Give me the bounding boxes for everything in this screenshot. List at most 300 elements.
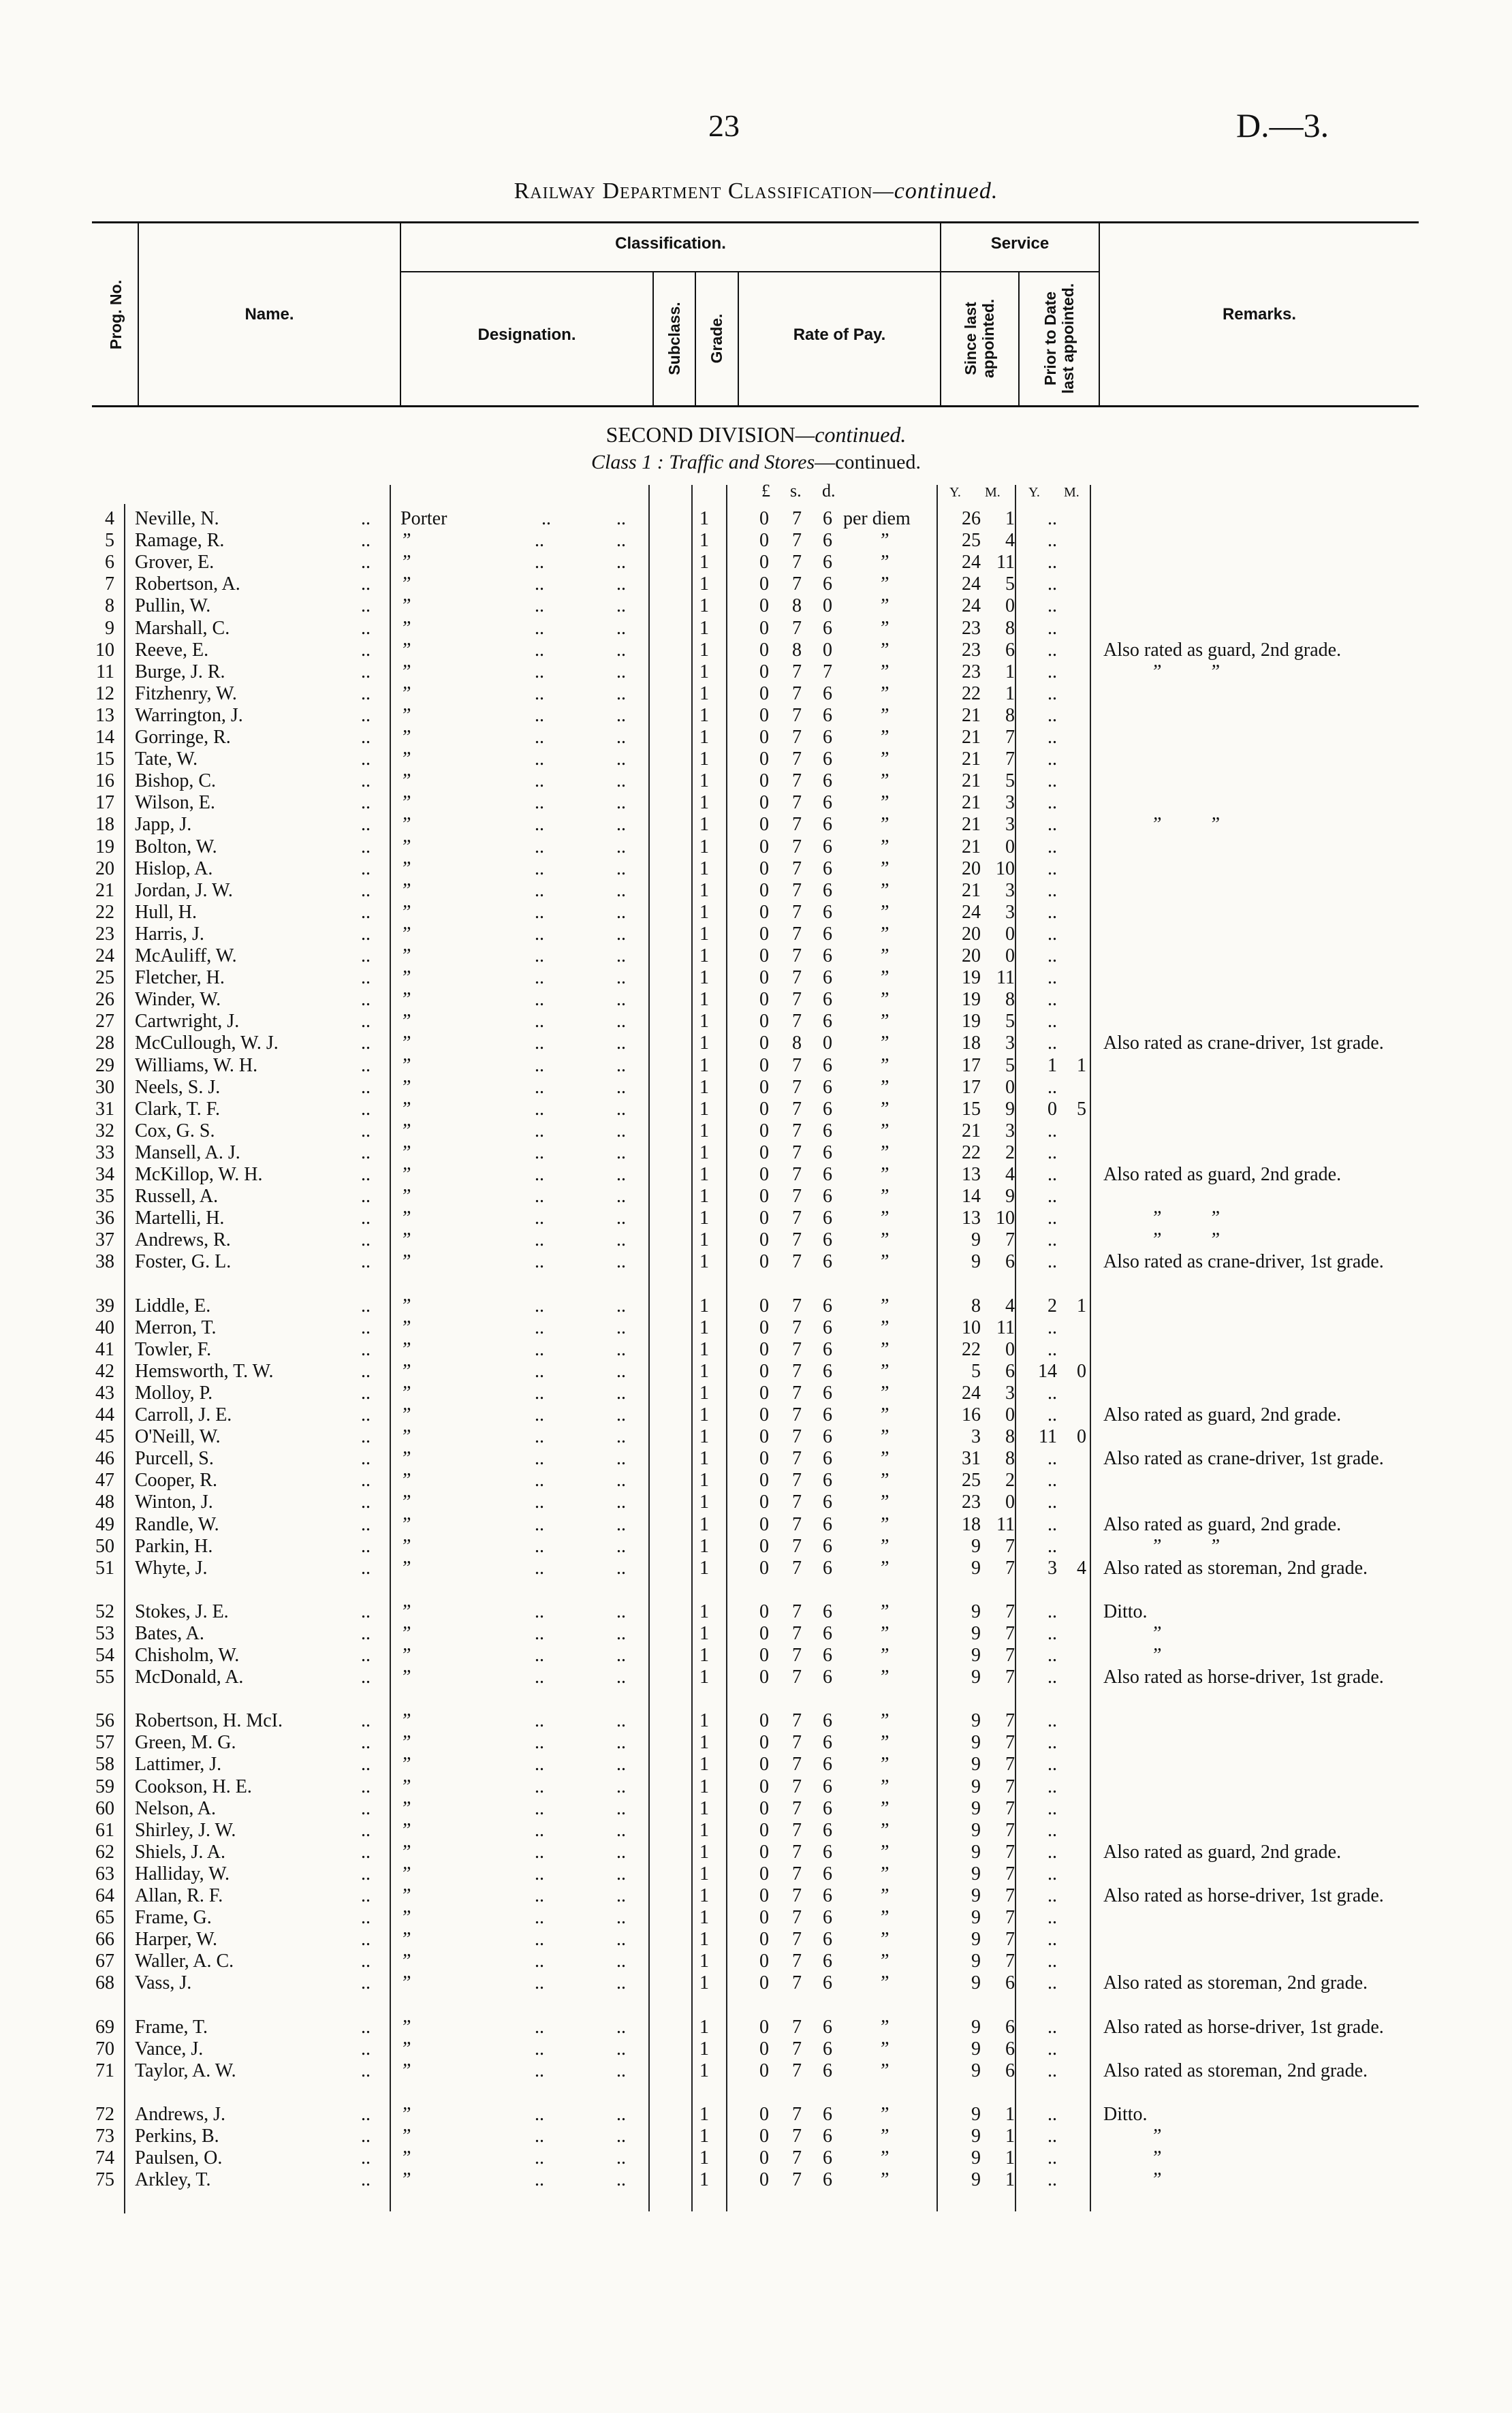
grade: 1 [699, 639, 709, 661]
leader-dots: .. [616, 1972, 626, 1994]
pay-pence: 6 [823, 1141, 832, 1163]
prog-no: 19 [95, 836, 114, 857]
leader-dots: .. [535, 1754, 544, 1776]
grade: 1 [699, 2060, 709, 2081]
table-row [0, 836, 1512, 858]
table-row [0, 618, 1512, 640]
pay-shillings: 7 [792, 2147, 802, 2168]
pay-shillings: 7 [792, 1557, 802, 1579]
table-row [0, 1929, 1512, 1951]
prog-no: 42 [95, 1360, 114, 1382]
prior-years: .. [1048, 1076, 1057, 1098]
pay-unit: ” [879, 595, 889, 617]
prior-years: .. [1048, 1141, 1057, 1163]
since-months: 5 [1005, 1011, 1015, 1032]
header-bottom-rule [92, 405, 1419, 407]
prog-no: 26 [95, 989, 114, 1011]
since-years: 9 [971, 1929, 981, 1951]
leader-dots: .. [616, 923, 626, 945]
grade: 1 [699, 682, 709, 704]
since-years: 9 [971, 2169, 981, 2191]
designation: ” [400, 595, 411, 617]
leader-dots: .. [616, 1863, 626, 1884]
pay-pence: 6 [823, 1076, 832, 1098]
leader-dots: .. [616, 1098, 626, 1120]
table-row [0, 858, 1512, 880]
since-months: 3 [1005, 901, 1015, 923]
pay-pence: 6 [823, 2103, 832, 2125]
pay-unit: ” [879, 1492, 889, 1513]
grade: 1 [699, 1841, 709, 1863]
leader-dots: .. [616, 748, 626, 770]
leader-dots: .. [616, 1229, 626, 1251]
grade: 1 [699, 1054, 709, 1076]
designation: ” [400, 1754, 411, 1776]
prog-no: 32 [95, 1120, 114, 1141]
prog-no: 39 [95, 1295, 114, 1316]
leader-dots: .. [535, 1426, 544, 1448]
grade: 1 [699, 617, 709, 639]
unit-months: M. [985, 485, 1001, 500]
pay-unit: ” [879, 2103, 889, 2125]
pay-unit: ” [879, 901, 889, 923]
prior-years: .. [1048, 1622, 1057, 1644]
since-years: 21 [962, 770, 981, 792]
since-months: 5 [1005, 1054, 1015, 1076]
pay-unit: ” [879, 1164, 889, 1185]
employee-name: Harris, J. [135, 923, 204, 945]
grade: 1 [699, 923, 709, 945]
leader-dots: .. [535, 639, 544, 661]
pay-shillings: 7 [792, 1316, 802, 1338]
header-remarks: Remarks. [1222, 305, 1297, 324]
leader-dots: .. [616, 727, 626, 748]
leader-dots: .. [535, 2103, 544, 2125]
since-years: 22 [962, 1141, 981, 1163]
since-years: 26 [962, 508, 981, 529]
table-row [0, 683, 1512, 705]
leader-dots: .. [616, 1316, 626, 1338]
since-months: 6 [1005, 2016, 1015, 2038]
table-row [0, 640, 1512, 661]
pay-shillings: 7 [792, 1186, 802, 1208]
pay-shillings: 7 [792, 2038, 802, 2060]
pay-pence: 6 [823, 573, 832, 595]
pay-unit: ” [879, 1667, 889, 1688]
pay-shillings: 7 [792, 530, 802, 552]
leader-dots: .. [361, 1557, 371, 1579]
pay-shillings: 7 [792, 1885, 802, 1906]
pay-shillings: 7 [792, 1841, 802, 1863]
leader-dots: .. [535, 1885, 544, 1906]
leader-dots: .. [616, 639, 626, 661]
table-row [0, 1842, 1512, 1863]
pay-pence: 6 [823, 1951, 832, 1972]
since-months: 7 [1005, 1535, 1015, 1557]
table-row [0, 1077, 1512, 1099]
pay-unit: ” [879, 1951, 889, 1972]
since-years: 9 [971, 1754, 981, 1776]
grade: 1 [699, 770, 709, 792]
designation: ” [400, 770, 411, 792]
pay-pence: 6 [823, 1972, 832, 1994]
pay-shillings: 8 [792, 1032, 802, 1054]
pay-pounds: 0 [759, 2103, 769, 2125]
since-years: 25 [962, 1470, 981, 1492]
pay-shillings: 7 [792, 1863, 802, 1884]
leader-dots: .. [361, 1929, 371, 1951]
prog-no: 40 [95, 1316, 114, 1338]
pay-pounds: 0 [759, 1885, 769, 1906]
leader-dots: .. [616, 508, 626, 529]
since-years: 21 [962, 727, 981, 748]
prior-years: .. [1048, 1251, 1057, 1273]
pay-shillings: 7 [792, 989, 802, 1011]
since-years: 9 [971, 1797, 981, 1819]
prog-no: 50 [95, 1535, 114, 1557]
pay-pence: 0 [823, 639, 832, 661]
employee-name: Fitzhenry, W. [135, 682, 237, 704]
leader-dots: .. [361, 901, 371, 923]
leader-dots: .. [616, 1360, 626, 1382]
table-row [0, 1732, 1512, 1754]
leader-dots: .. [616, 770, 626, 792]
remarks: ” [1151, 1622, 1162, 1644]
header-rate-of-pay: Rate of Pay. [793, 326, 886, 344]
employee-name: Purcell, S. [135, 1448, 214, 1470]
table-row [0, 924, 1512, 945]
pay-pounds: 0 [759, 2147, 769, 2168]
grade: 1 [699, 2103, 709, 2125]
pay-pence: 6 [823, 923, 832, 945]
header-service: Service [990, 234, 1050, 253]
pay-pence: 6 [823, 1797, 832, 1819]
designation: ” [400, 814, 411, 836]
leader-dots: .. [616, 989, 626, 1011]
pay-shillings: 7 [792, 1754, 802, 1776]
grade: 1 [699, 1208, 709, 1229]
grade: 1 [699, 1316, 709, 1338]
pay-unit: ” [879, 814, 889, 836]
pay-unit: ” [879, 748, 889, 770]
leader-dots: .. [361, 1667, 371, 1688]
leader-dots: .. [535, 1667, 544, 1688]
table-row [0, 1645, 1512, 1667]
pay-pounds: 0 [759, 1426, 769, 1448]
designation: ” [400, 2169, 411, 2191]
table-row [0, 1776, 1512, 1798]
employee-name: Reeve, E. [135, 639, 209, 661]
since-months: 7 [1005, 1600, 1015, 1622]
pay-shillings: 7 [792, 661, 802, 682]
grade: 1 [699, 1907, 709, 1929]
leader-dots: .. [361, 2016, 371, 2038]
leader-dots: .. [361, 617, 371, 639]
pay-unit: ” [879, 1622, 889, 1644]
pay-shillings: 7 [792, 1295, 802, 1316]
since-months: 0 [1005, 945, 1015, 966]
pay-shillings: 7 [792, 792, 802, 814]
employee-name: Chisholm, W. [135, 1645, 240, 1666]
leader-dots: .. [361, 1120, 371, 1141]
leader-dots: .. [616, 1295, 626, 1316]
employee-name: Clark, T. F. [135, 1098, 221, 1120]
employee-name: Liddle, E. [135, 1295, 211, 1316]
since-years: 9 [971, 2147, 981, 2168]
pay-pounds: 0 [759, 1929, 769, 1951]
since-months: 7 [1005, 1667, 1015, 1688]
grade: 1 [699, 1557, 709, 1579]
pay-shillings: 7 [792, 1120, 802, 1141]
prog-no: 70 [95, 2038, 114, 2060]
since-months: 0 [1005, 595, 1015, 617]
leader-dots: .. [535, 1448, 544, 1470]
pay-shillings: 7 [792, 573, 802, 595]
pay-shillings: 7 [792, 1819, 802, 1841]
pay-shillings: 7 [792, 1600, 802, 1622]
prior-years: .. [1048, 661, 1057, 682]
table-row [0, 2147, 1512, 2169]
pay-unit: ” [879, 1972, 889, 1994]
document-reference: D.—3. [1236, 106, 1329, 144]
leader-dots: .. [616, 1141, 626, 1163]
since-years: 20 [962, 945, 981, 966]
prog-no: 7 [105, 573, 114, 595]
grade: 1 [699, 530, 709, 552]
designation: ” [400, 1251, 411, 1273]
leader-dots: .. [361, 727, 371, 748]
prog-no: 52 [95, 1600, 114, 1622]
pay-pence: 6 [823, 1054, 832, 1076]
prog-no: 43 [95, 1382, 114, 1404]
grade: 1 [699, 1754, 709, 1776]
grade: 1 [699, 1120, 709, 1141]
header-prior-to-date: Prior to Date last appointed. [1041, 283, 1077, 394]
pay-pence: 6 [823, 945, 832, 966]
grade: 1 [699, 1819, 709, 1841]
header-sub-rule [400, 271, 1100, 272]
table-row [0, 1536, 1512, 1558]
since-years: 9 [971, 1667, 981, 1688]
table-row [0, 1099, 1512, 1120]
unit-years: Y. [949, 485, 961, 500]
prior-years: .. [1048, 1208, 1057, 1229]
since-years: 21 [962, 704, 981, 726]
pay-unit: ” [879, 1754, 889, 1776]
employee-name: Ramage, R. [135, 530, 225, 552]
since-years: 21 [962, 836, 981, 857]
grade: 1 [699, 1164, 709, 1185]
leader-dots: .. [535, 617, 544, 639]
leader-dots: .. [535, 1929, 544, 1951]
header-col-line [1018, 271, 1020, 407]
since-months: 8 [1005, 1426, 1015, 1448]
pay-unit: ” [879, 836, 889, 857]
prog-no: 59 [95, 1776, 114, 1797]
table-row [0, 1885, 1512, 1907]
since-years: 19 [962, 989, 981, 1011]
leader-dots: .. [535, 1164, 544, 1185]
pay-pounds: 0 [759, 1863, 769, 1884]
designation: ” [400, 1098, 411, 1120]
page-title [0, 178, 1512, 204]
leader-dots: .. [361, 1535, 371, 1557]
leader-dots: .. [535, 1186, 544, 1208]
prog-no: 48 [95, 1492, 114, 1513]
leader-dots: .. [616, 1819, 626, 1841]
leader-dots: .. [361, 2125, 371, 2147]
prog-no: 4 [105, 508, 114, 529]
leader-dots: .. [541, 508, 551, 529]
pay-pence: 6 [823, 1208, 832, 1229]
employee-name: Halliday, W. [135, 1863, 230, 1884]
designation: ” [400, 1645, 411, 1666]
designation: ” [400, 1732, 411, 1754]
employee-name: Bolton, W. [135, 836, 217, 857]
leader-dots: .. [361, 792, 371, 814]
prior-years: .. [1048, 1710, 1057, 1732]
designation: ” [400, 1208, 411, 1229]
designation: ” [400, 1076, 411, 1098]
pay-pence: 6 [823, 1164, 832, 1185]
prior-years: .. [1048, 2016, 1057, 2038]
since-years: 9 [971, 1972, 981, 1994]
table-row [0, 967, 1512, 989]
pay-shillings: 7 [792, 1535, 802, 1557]
pay-pounds: 0 [759, 1032, 769, 1054]
pay-unit: ” [879, 770, 889, 792]
prior-years: .. [1048, 2060, 1057, 2081]
employee-name: Hislop, A. [135, 857, 213, 879]
pay-pounds: 0 [759, 1338, 769, 1360]
pay-pounds: 0 [759, 1645, 769, 1666]
pay-pence: 6 [823, 989, 832, 1011]
leader-dots: .. [616, 836, 626, 857]
prog-no: 28 [95, 1032, 114, 1054]
leader-dots: .. [535, 967, 544, 989]
grade: 1 [699, 2147, 709, 2168]
pay-pounds: 0 [759, 2060, 769, 2081]
designation: ” [400, 879, 411, 901]
pay-shillings: 7 [792, 1951, 802, 1972]
leader-dots: .. [616, 1907, 626, 1929]
employee-name: Winton, J. [135, 1492, 213, 1513]
pay-pence: 6 [823, 1513, 832, 1535]
leader-dots: .. [616, 1120, 626, 1141]
employee-name: O'Neill, W. [135, 1426, 221, 1448]
pay-shillings: 7 [792, 1360, 802, 1382]
pay-pounds: 0 [759, 1907, 769, 1929]
leader-dots: .. [616, 2016, 626, 2038]
pay-shillings: 7 [792, 1076, 802, 1098]
pay-pounds: 0 [759, 1141, 769, 1163]
table-row [0, 902, 1512, 924]
designation: ” [400, 552, 411, 573]
table-row [0, 1361, 1512, 1383]
since-years: 18 [962, 1032, 981, 1054]
designation: ” [400, 923, 411, 945]
since-years: 9 [971, 1863, 981, 1884]
designation: ” [400, 1951, 411, 1972]
pay-pence: 6 [823, 2169, 832, 2191]
pay-pounds: 0 [759, 617, 769, 639]
leader-dots: .. [616, 879, 626, 901]
designation: ” [400, 1557, 411, 1579]
leader-dots: .. [616, 1885, 626, 1906]
remarks: Ditto. [1103, 1600, 1148, 1622]
pay-pounds: 0 [759, 2169, 769, 2191]
leader-dots: .. [616, 1251, 626, 1273]
since-months: 8 [1005, 989, 1015, 1011]
employee-name: Tate, W. [135, 748, 198, 770]
pay-unit: ” [879, 1295, 889, 1316]
leader-dots: .. [361, 857, 371, 879]
leader-dots: .. [616, 2060, 626, 2081]
leader-dots: .. [361, 1600, 371, 1622]
employee-name: Waller, A. C. [135, 1951, 234, 1972]
since-months: 1 [1005, 2103, 1015, 2125]
table-row [0, 2169, 1512, 2191]
leader-dots: .. [361, 1492, 371, 1513]
leader-dots: .. [535, 2169, 544, 2191]
prog-no: 22 [95, 901, 114, 923]
since-years: 9 [971, 1776, 981, 1797]
pay-pounds: 0 [759, 1513, 769, 1535]
pay-unit: ” [879, 1338, 889, 1360]
pay-unit: ” [879, 1251, 889, 1273]
employee-name: Harper, W. [135, 1929, 217, 1951]
prior-years: .. [1048, 682, 1057, 704]
employee-name: Cookson, H. E. [135, 1776, 252, 1797]
designation: ” [400, 1141, 411, 1163]
header-col-line [695, 271, 696, 407]
leader-dots: .. [535, 1141, 544, 1163]
employee-name: Nelson, A. [135, 1797, 216, 1819]
prior-years: .. [1048, 1667, 1057, 1688]
pay-pounds: 0 [759, 1710, 769, 1732]
leader-dots: .. [361, 1841, 371, 1863]
leader-dots: .. [361, 1513, 371, 1535]
pay-unit: ” [879, 923, 889, 945]
pay-unit: ” [879, 1011, 889, 1032]
leader-dots: .. [535, 552, 544, 573]
pay-pounds: 0 [759, 2125, 769, 2147]
leader-dots: .. [535, 1513, 544, 1535]
prior-years: .. [1048, 2038, 1057, 2060]
pay-unit: ” [879, 1426, 889, 1448]
since-years: 15 [962, 1098, 981, 1120]
since-years: 14 [962, 1186, 981, 1208]
since-months: 0 [1005, 836, 1015, 857]
leader-dots: .. [535, 901, 544, 923]
designation: ” [400, 573, 411, 595]
designation: ” [400, 1907, 411, 1929]
designation: ” [400, 2060, 411, 2081]
since-years: 21 [962, 792, 981, 814]
since-months: 10 [996, 1208, 1015, 1229]
pay-shillings: 7 [792, 1710, 802, 1732]
prior-years: .. [1048, 727, 1057, 748]
since-months: 3 [1005, 1032, 1015, 1054]
division-name: SECOND DIVISION [605, 422, 796, 447]
pay-unit: ” [879, 2147, 889, 2168]
employee-name: Shiels, J. A. [135, 1841, 226, 1863]
leader-dots: .. [535, 1951, 544, 1972]
designation: ” [400, 945, 411, 966]
since-months: 7 [1005, 727, 1015, 748]
employee-name: Parkin, H. [135, 1535, 213, 1557]
pay-shillings: 8 [792, 639, 802, 661]
